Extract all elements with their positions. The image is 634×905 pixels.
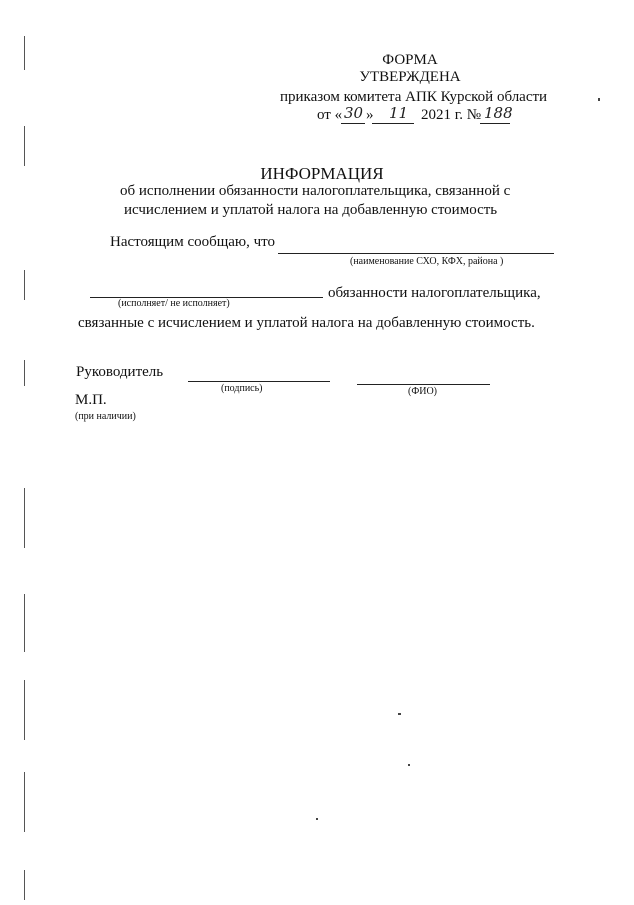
date-day-underline (341, 123, 365, 124)
approval-date-prefix: от « (317, 107, 343, 123)
stamp-hint: (при наличии) (75, 411, 136, 422)
scan-artifact (24, 36, 25, 70)
fulfilment-status-hint: (исполняет/ не исполняет) (118, 298, 230, 309)
scan-speck (598, 98, 600, 101)
order-number-underline (480, 123, 510, 124)
scan-artifact (24, 488, 25, 548)
obligation-text-line1: обязанности налогоплательщика, (328, 285, 541, 301)
approval-order-text: приказом комитета АПК Курской области (280, 89, 548, 105)
organization-name-hint: (наименование СХО, КФХ, района ) (350, 256, 504, 267)
manager-label: Руководитель (76, 364, 164, 380)
scan-artifact (24, 772, 25, 832)
full-name-hint: (ФИО) (408, 386, 438, 397)
scan-speck (398, 713, 401, 715)
scan-artifact (24, 360, 25, 386)
approval-date-sep: » (366, 107, 374, 123)
document-title: ИНФОРМАЦИЯ (260, 164, 384, 183)
approval-date-year: 2021 г. № (421, 107, 482, 123)
approval-date-month: 11 (389, 104, 409, 122)
approval-form-label: ФОРМА (382, 52, 438, 68)
organization-name-field (278, 253, 554, 254)
scan-artifact (24, 680, 25, 740)
scan-artifact (24, 270, 25, 300)
approval-order-number: 188 (484, 104, 513, 122)
document-subtitle-line1: об исполнении обязанности налогоплательщика, связанной с (120, 183, 511, 199)
scan-speck (316, 818, 318, 820)
approval-date-day: 30 (344, 104, 364, 122)
stamp-label: М.П. (75, 392, 107, 408)
full-name-field (357, 384, 490, 385)
scan-artifact (24, 594, 25, 652)
approval-approved-label: УТВЕРЖДЕНА (359, 69, 461, 85)
date-month-underline (372, 123, 414, 124)
signature-hint: (подпись) (221, 383, 263, 394)
document-subtitle-line2: исчислением и уплатой налога на добавленную стоимость (124, 202, 498, 218)
intro-text: Настоящим сообщаю, что (110, 234, 276, 250)
obligation-text-line2: связанные с исчислением и уплатой налога на добавленную стоимость. (78, 315, 535, 331)
scan-speck (408, 764, 410, 766)
signature-field (188, 381, 330, 382)
scan-artifact (24, 126, 25, 166)
scan-artifact (24, 870, 25, 900)
